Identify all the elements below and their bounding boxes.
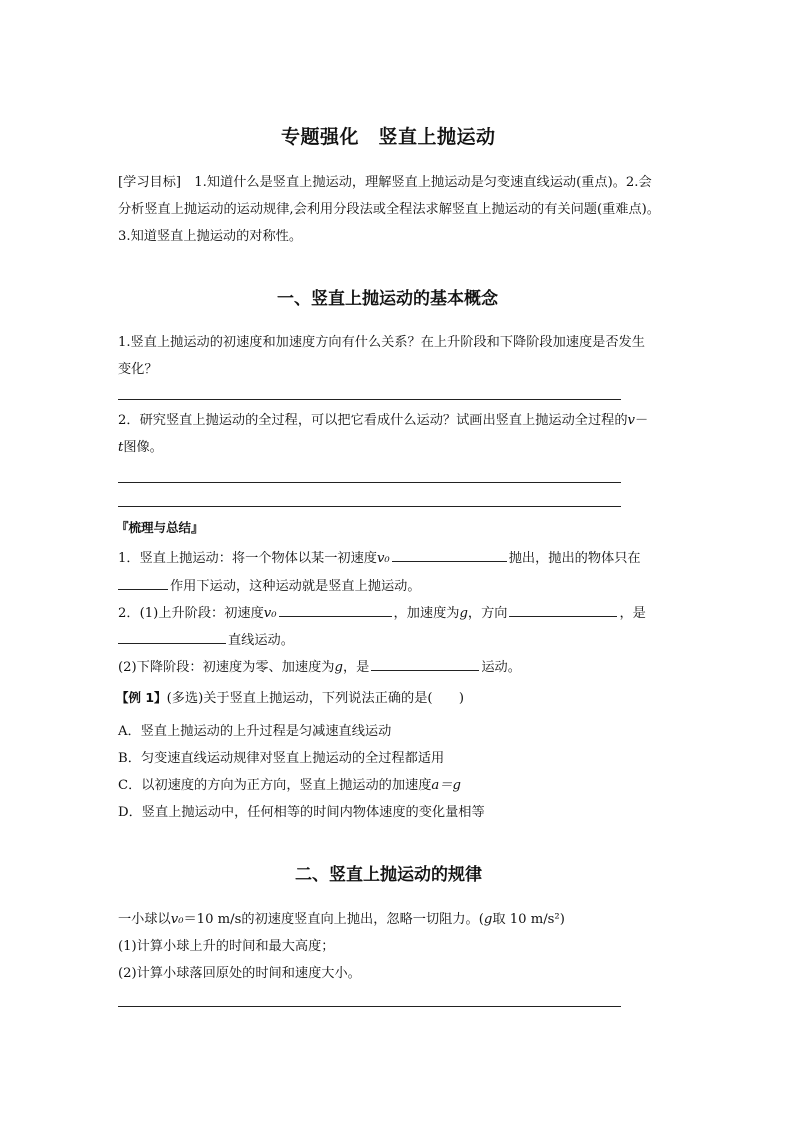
acceleration-formula: a＝g xyxy=(431,778,461,793)
option-d: D．竖直上抛运动中，任何相等的时间内物体速度的变化量相等 xyxy=(118,805,485,820)
problem-text: ＝10 m/s的初速度竖直向上抛出，忽略一切阻力。( xyxy=(183,912,484,927)
question-2-line-2 xyxy=(118,439,163,457)
summary-item-2-line-2 xyxy=(118,629,294,650)
option-c xyxy=(118,777,461,795)
question-2-line-1 xyxy=(118,412,648,430)
example-1-stem xyxy=(116,689,464,708)
learning-goals-line-2: 分析竖直上抛运动的运动规律,会利用分段法或全程法求解竖直上抛运动的有关问题(重难点)。 xyxy=(118,202,660,217)
t-symbol: t xyxy=(118,440,124,455)
option-c-text: C．以初速度的方向为正方向，竖直上抛运动的加速度 xyxy=(118,778,432,793)
summary-text: ，加速度为 xyxy=(393,606,460,621)
summary-text: 作用下运动，这种运动就是竖直上抛运动。 xyxy=(170,579,421,594)
fill-blank[interactable] xyxy=(392,547,507,562)
summary-text: ，是 xyxy=(619,606,646,621)
answer-line xyxy=(118,482,621,483)
problem-text: 取 10 m/s²) xyxy=(492,912,565,927)
section-1-heading: 一、竖直上抛运动的基本概念 xyxy=(277,289,498,309)
problem-question-2: (2)计算小球落回原处的时间和速度大小。 xyxy=(118,966,361,981)
summary-label: 『梳理与总结』 xyxy=(116,520,204,535)
section-2-heading: 二、竖直上抛运动的规律 xyxy=(295,865,482,885)
question-1-line-1: 1.竖直上抛运动的初速度和加速度方向有什么关系？在上升阶段和下降阶段加速度是否发生 xyxy=(118,335,645,350)
summary-item-1-line-1 xyxy=(118,547,641,568)
summary-text: 2．(1)上升阶段：初速度 xyxy=(118,606,264,621)
question-1-line-2: 变化？ xyxy=(118,362,158,377)
problem-statement xyxy=(118,911,565,929)
v0-symbol: v₀ xyxy=(263,606,277,621)
g-symbol: g xyxy=(334,660,343,675)
fill-blank[interactable] xyxy=(118,629,226,644)
v0-symbol: v₀ xyxy=(170,912,184,927)
example-text: (多选)关于竖直上抛运动，下列说法正确的是( ) xyxy=(166,691,465,706)
learning-goals-text-1: 1.知道什么是竖直上抛运动，理解竖直上抛运动是匀变速直线运动(重点)。2.会 xyxy=(194,175,652,190)
answer-line xyxy=(118,399,621,400)
summary-text: 抛出，抛出的物体只在 xyxy=(508,551,641,566)
fill-blank[interactable] xyxy=(118,575,168,590)
page-title: 专题强化 竖直上抛运动 xyxy=(281,126,496,148)
learning-goals-line-1 xyxy=(118,174,652,192)
summary-item-3 xyxy=(118,656,521,677)
summary-item-1-line-2 xyxy=(118,575,421,596)
v0-symbol: v₀ xyxy=(376,551,390,566)
v-symbol: v xyxy=(627,413,635,428)
question-2-text-2: 图像。 xyxy=(123,440,163,455)
summary-text: ，是 xyxy=(342,660,370,675)
answer-line xyxy=(118,1006,621,1007)
summary-text: ，方向 xyxy=(467,606,508,621)
g-symbol: g xyxy=(459,606,468,621)
summary-text: (2)下降阶段：初速度为零、加速度为 xyxy=(118,660,335,675)
fill-blank[interactable] xyxy=(371,656,479,671)
problem-text: 一小球以 xyxy=(118,912,171,927)
dash-symbol: － xyxy=(634,413,649,428)
answer-line xyxy=(118,506,621,507)
summary-item-2-line-1 xyxy=(118,602,646,623)
summary-text: 运动。 xyxy=(481,660,521,675)
example-label: 【例 1】 xyxy=(116,690,167,705)
summary-text: 直线运动。 xyxy=(228,633,294,648)
option-b: B．匀变速直线运动规律对竖直上抛运动的全过程都适用 xyxy=(118,751,445,766)
problem-question-1: (1)计算小球上升的时间和最大高度； xyxy=(118,939,335,954)
fill-blank[interactable] xyxy=(509,602,617,617)
learning-goals-line-3: 3.知道竖直上抛运动的对称性。 xyxy=(118,229,303,244)
g-symbol: g xyxy=(483,912,493,927)
summary-text: 1．竖直上抛运动：将一个物体以某一初速度 xyxy=(118,551,377,566)
option-a: A．竖直上抛运动的上升过程是匀减速直线运动 xyxy=(118,724,392,739)
question-2-text: 2．研究竖直上抛运动的全过程，可以把它看成什么运动？试画出竖直上抛运动全过程的 xyxy=(118,413,628,428)
fill-blank[interactable] xyxy=(279,602,392,617)
learning-goals-tag: [学习目标] xyxy=(118,175,182,190)
